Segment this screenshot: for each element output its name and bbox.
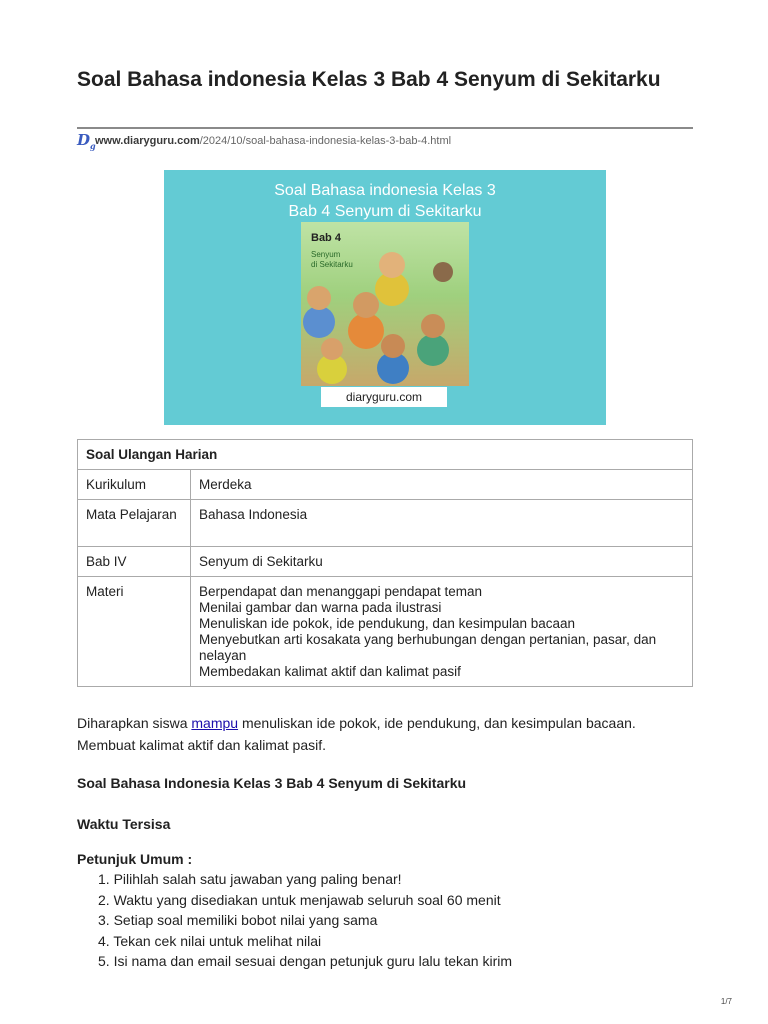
paragraph-text: menuliskan ide pokok, ide pendukung, dan kesimpulan bacaan. Membuat kalimat aktif dan kalimat pasif. xyxy=(77,715,636,753)
list-item: 2. Waktu yang disediakan untuk menjawab seluruh soal 60 menit xyxy=(98,891,501,908)
table-value: Merdeka xyxy=(191,470,693,500)
book-cover-illustration xyxy=(301,222,469,386)
materi-item: Menilai gambar dan warna pada ilustrasi xyxy=(199,600,442,615)
materi-item: Menyebutkan arti kosakata yang berhubungan dengan pertanian, pasar, dan nelayan xyxy=(199,632,657,663)
list-item: 4. Tekan cek nilai untuk melihat nilai xyxy=(98,932,322,949)
table-row xyxy=(78,577,693,687)
table-row xyxy=(78,500,693,547)
instructions-list xyxy=(77,869,693,972)
cover-title-line-2: di Sekitarku xyxy=(311,260,353,269)
materi-item: Berpendapat dan menanggapi pendapat teman xyxy=(199,584,482,599)
child-figure xyxy=(421,314,445,338)
paragraph-text: Diharapkan siswa xyxy=(77,715,192,731)
child-figure xyxy=(433,262,453,282)
table-value: Bahasa Indonesia xyxy=(191,500,693,547)
table-key-text: Mata Pelajaran xyxy=(86,507,177,522)
section-heading-petunjuk: Petunjuk Umum : xyxy=(77,851,193,867)
source-line xyxy=(77,131,451,151)
banner-title xyxy=(164,180,606,222)
table-key xyxy=(78,500,191,547)
banner-site-label: diaryguru.com xyxy=(321,387,447,407)
info-table xyxy=(77,439,693,687)
table-value-list xyxy=(191,577,693,687)
intro-paragraph xyxy=(77,712,693,756)
article-banner-image xyxy=(164,170,606,425)
table-key: Bab IV xyxy=(78,547,191,577)
list-item: 5. Isi nama dan email sesuai dengan petunjuk guru lalu tekan kirim xyxy=(98,953,513,969)
table-row xyxy=(78,470,693,500)
diaryguru-logo-icon: $D_g$ xyxy=(77,131,96,151)
materi-item: Membedakan kalimat aktif dan kalimat pasif xyxy=(199,664,461,679)
child-figure xyxy=(307,286,331,310)
source-path-link[interactable]: /2024/10/soal-bahasa-indonesia-kelas-3-bab-4.html xyxy=(199,135,452,147)
child-figure xyxy=(379,252,405,278)
page-number: 1/7 xyxy=(720,997,732,1006)
banner-title-line-2: Bab 4 Senyum di Sekitarku xyxy=(288,203,482,220)
table-row xyxy=(78,547,693,577)
table-value: Senyum di Sekitarku xyxy=(191,547,693,577)
materi-item: Menuliskan ide pokok, ide pendukung, dan kesimpulan bacaan xyxy=(199,616,576,631)
child-figure xyxy=(321,338,343,360)
list-item: 3. Setiap soal memiliki bobot nilai yang sama xyxy=(98,912,378,928)
page-title: Soal Bahasa indonesia Kelas 3 Bab 4 Senyum di Sekitarku xyxy=(77,68,661,91)
child-figure xyxy=(353,292,379,318)
table-header: Soal Ulangan Harian xyxy=(78,440,693,470)
child-figure xyxy=(381,334,405,358)
cover-title-line-1: Senyum xyxy=(311,250,341,259)
banner-title-line-1: Soal Bahasa indonesia Kelas 3 xyxy=(274,182,496,199)
cover-chapter: Bab 4 xyxy=(311,232,341,244)
table-header-row xyxy=(78,440,693,470)
table-key: Kurikulum xyxy=(78,470,191,500)
section-heading-soal: Soal Bahasa Indonesia Kelas 3 Bab 4 Senyum di Sekitarku xyxy=(77,775,467,791)
list-item: 1. Pilihlah salah satu jawaban yang paling benar! xyxy=(98,871,402,887)
table-key: Materi xyxy=(78,577,191,687)
cover-title xyxy=(311,250,353,270)
section-heading-waktu: Waktu Tersisa xyxy=(77,816,171,832)
title-divider xyxy=(77,127,693,129)
mampu-link[interactable]: mampu xyxy=(191,715,239,731)
source-domain-link[interactable]: www.diaryguru.com xyxy=(95,135,200,147)
